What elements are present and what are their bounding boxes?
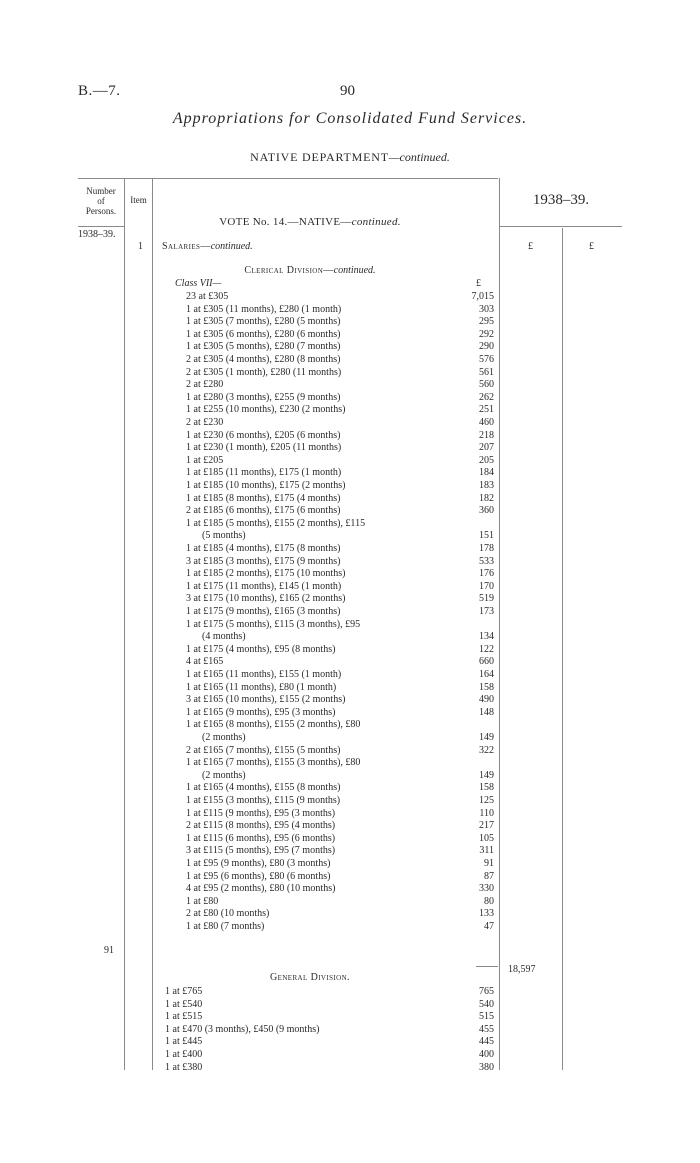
row-description: 4 at £95 (2 months), £80 (10 months) bbox=[186, 883, 336, 895]
row-description: 1 at £115 (9 months), £95 (3 months) bbox=[186, 807, 336, 819]
table-top-rule bbox=[78, 178, 498, 179]
row-description: 1 at £185 (5 months), £155 (2 months), £115 bbox=[186, 517, 366, 529]
item-column-rule bbox=[152, 178, 153, 1070]
row-amount: 164 bbox=[479, 669, 494, 680]
row-amount: 183 bbox=[479, 480, 494, 491]
row-description: 1 at £185 (10 months), £175 (2 months) bbox=[186, 480, 346, 491]
salaries-suffix: continued. bbox=[210, 241, 253, 252]
row-amount: 490 bbox=[479, 694, 494, 706]
row-amount: 322 bbox=[479, 744, 494, 756]
row-amount: 380 bbox=[479, 1061, 494, 1073]
row-amount: 7,015 bbox=[471, 291, 494, 302]
row-description: 1 at £305 (6 months), £280 (6 months) bbox=[186, 328, 341, 340]
row-amount: 217 bbox=[479, 820, 494, 832]
row-description: 1 at £185 (4 months), £175 (8 months) bbox=[186, 543, 341, 554]
department-suffix: —continued. bbox=[388, 150, 450, 164]
row-description: 1 at £95 (9 months), £80 (3 months) bbox=[186, 858, 331, 869]
row-amount: 47 bbox=[484, 921, 494, 932]
row-description: 1 at £230 (1 month), £205 (11 months) bbox=[186, 442, 342, 454]
row-amount: 400 bbox=[479, 1049, 494, 1060]
row-amount: 765 bbox=[479, 986, 494, 997]
row-description: 1 at £185 (11 months), £175 (1 month) bbox=[186, 467, 342, 479]
row-amount: 151 bbox=[479, 530, 494, 542]
row-description: 1 at £175 (11 months), £145 (1 month) bbox=[186, 580, 342, 592]
row-amount: 330 bbox=[479, 883, 494, 895]
clerical-division-suffix: continued. bbox=[333, 265, 376, 276]
row-description: 2 at £80 (10 months) bbox=[186, 908, 270, 920]
class-label: Class VII— bbox=[175, 278, 222, 289]
row-amount: 560 bbox=[479, 379, 494, 391]
row-description: 2 at £165 (7 months), £155 (5 months) bbox=[186, 744, 341, 756]
row-amount: 460 bbox=[479, 417, 494, 428]
row-description: 1 at £205 bbox=[186, 454, 224, 466]
department-heading bbox=[0, 150, 700, 165]
row-amount: 455 bbox=[479, 1023, 494, 1035]
row-amount: 149 bbox=[479, 769, 494, 781]
row-description: 3 at £165 (10 months), £155 (2 months) bbox=[186, 694, 346, 706]
row-amount: 295 bbox=[479, 316, 494, 328]
row-amount: 122 bbox=[479, 643, 494, 655]
persons-column-rule bbox=[124, 178, 125, 1070]
row-description: 1 at £155 (3 months), £115 (9 months) bbox=[186, 795, 341, 806]
row-amount: 158 bbox=[479, 681, 494, 693]
row-description: 3 at £185 (3 months), £175 (9 months) bbox=[186, 555, 341, 567]
division-subtotal: 18,597 bbox=[508, 964, 536, 975]
row-description: (4 months) bbox=[202, 631, 246, 643]
year-column-header: 1938–39. bbox=[532, 192, 590, 208]
row-description: 1 at £175 (5 months), £115 (3 months), £95 bbox=[186, 618, 361, 630]
row-amount: 173 bbox=[479, 606, 494, 617]
salaries-label: Salaries— bbox=[162, 241, 211, 252]
row-amount: 105 bbox=[479, 832, 494, 844]
row-amount: 561 bbox=[479, 366, 494, 378]
row-amount: 184 bbox=[479, 467, 494, 479]
row-description: 1 at £540 bbox=[165, 998, 203, 1010]
persons-head-rule bbox=[78, 226, 124, 227]
row-amount: 445 bbox=[479, 1036, 494, 1048]
row-description: 1 at £165 (8 months), £155 (2 months), £80 bbox=[186, 719, 361, 731]
amount-column-rule bbox=[499, 178, 500, 1070]
row-description: 23 at £305 bbox=[186, 291, 229, 302]
persons-header-line: of bbox=[97, 196, 105, 206]
persons-total: 91 bbox=[104, 945, 114, 956]
year-head-rule bbox=[500, 226, 622, 227]
row-description: 1 at £80 (7 months) bbox=[186, 921, 265, 932]
pound-sign: £ bbox=[589, 241, 594, 252]
row-amount: 91 bbox=[484, 858, 494, 869]
row-amount: 110 bbox=[479, 807, 494, 819]
row-description: 1 at £185 (2 months), £175 (10 months) bbox=[186, 568, 346, 580]
row-description: 1 at £230 (6 months), £205 (6 months) bbox=[186, 429, 341, 441]
row-description: 1 at £380 bbox=[165, 1061, 203, 1073]
item-number: 1 bbox=[138, 241, 143, 252]
row-description: 1 at £175 (4 months), £95 (8 months) bbox=[186, 643, 336, 655]
row-description: 1 at £165 (11 months), £80 (1 month) bbox=[186, 681, 337, 693]
row-amount: 533 bbox=[479, 555, 494, 567]
row-amount: 290 bbox=[479, 341, 494, 353]
row-amount: 251 bbox=[479, 404, 494, 416]
row-description: (2 months) bbox=[202, 732, 246, 743]
row-description: 1 at £765 bbox=[165, 986, 203, 997]
row-description: 2 at £115 (8 months), £95 (4 months) bbox=[186, 820, 336, 832]
row-description: (2 months) bbox=[202, 769, 246, 781]
persons-column-header bbox=[78, 186, 124, 216]
vote-title-main: VOTE No. 14.—NATIVE— bbox=[219, 216, 352, 228]
vote-title bbox=[150, 216, 470, 228]
row-description: 1 at £305 (7 months), £280 (5 months) bbox=[186, 316, 341, 328]
vote-title-suffix: continued. bbox=[351, 216, 401, 228]
row-amount: 158 bbox=[479, 782, 494, 794]
row-description: 4 at £165 bbox=[186, 656, 224, 668]
row-amount: 178 bbox=[479, 543, 494, 554]
row-description: 1 at £185 (8 months), £175 (4 months) bbox=[186, 492, 341, 504]
row-description: 1 at £470 (3 months), £450 (9 months) bbox=[165, 1023, 320, 1035]
row-description: 1 at £165 (7 months), £155 (3 months), £80 bbox=[186, 757, 361, 769]
row-amount: 540 bbox=[479, 998, 494, 1010]
page-number: 90 bbox=[340, 83, 355, 99]
row-amount: 519 bbox=[479, 593, 494, 605]
row-description: 1 at £175 (9 months), £165 (3 months) bbox=[186, 606, 341, 617]
row-amount: 134 bbox=[479, 631, 494, 643]
row-amount: 80 bbox=[484, 895, 494, 907]
row-description: 1 at £115 (6 months), £95 (6 months) bbox=[186, 832, 336, 844]
row-amount: 148 bbox=[479, 706, 494, 718]
row-amount: 125 bbox=[479, 795, 494, 806]
row-description: 1 at £255 (10 months), £230 (2 months) bbox=[186, 404, 346, 416]
row-description: 2 at £280 bbox=[186, 379, 224, 391]
subtotal-rule bbox=[476, 966, 498, 967]
row-description: 1 at £515 bbox=[165, 1011, 203, 1023]
salaries-heading bbox=[162, 241, 253, 252]
item-column-header: Item bbox=[130, 195, 147, 205]
row-amount: 182 bbox=[479, 492, 494, 504]
row-description: 1 at £95 (6 months), £80 (6 months) bbox=[186, 870, 331, 882]
row-amount: 149 bbox=[479, 732, 494, 743]
row-amount: 660 bbox=[479, 656, 494, 668]
page-title: Appropriations for Consolidated Fund Services. bbox=[172, 110, 528, 127]
row-amount: 133 bbox=[479, 908, 494, 920]
row-amount: 207 bbox=[479, 442, 494, 454]
row-amount: 218 bbox=[479, 429, 494, 441]
row-amount: 515 bbox=[479, 1011, 494, 1023]
report-reference: B.—7. bbox=[78, 83, 121, 99]
pound-sign: £ bbox=[528, 241, 533, 252]
row-description: 1 at £305 (11 months), £280 (1 month) bbox=[186, 303, 342, 315]
row-description: 3 at £115 (5 months), £95 (7 months) bbox=[186, 845, 336, 857]
row-amount: 311 bbox=[479, 845, 494, 857]
row-description: 1 at £400 bbox=[165, 1049, 203, 1060]
clerical-division-heading bbox=[150, 265, 470, 276]
row-amount: 170 bbox=[479, 580, 494, 592]
row-description: 2 at £305 (4 months), £280 (8 months) bbox=[186, 354, 341, 365]
row-amount: 205 bbox=[479, 454, 494, 466]
row-description: 1 at £165 (4 months), £155 (8 months) bbox=[186, 782, 341, 794]
row-description: 1 at £305 (5 months), £280 (7 months) bbox=[186, 341, 341, 353]
row-description: 2 at £305 (1 month), £280 (11 months) bbox=[186, 366, 342, 378]
row-description: 1 at £445 bbox=[165, 1036, 203, 1048]
row-description: 3 at £175 (10 months), £165 (2 months) bbox=[186, 593, 346, 605]
row-description: 1 at £165 (9 months), £95 (3 months) bbox=[186, 706, 336, 718]
row-amount: 303 bbox=[479, 303, 494, 315]
row-description: 1 at £280 (3 months), £255 (9 months) bbox=[186, 391, 341, 403]
total-column-rule bbox=[562, 228, 563, 1070]
row-description: (5 months) bbox=[202, 530, 246, 542]
department-name: NATIVE DEPARTMENT bbox=[250, 150, 389, 164]
row-amount: 360 bbox=[479, 505, 494, 517]
row-description: 1 at £80 bbox=[186, 895, 219, 907]
row-amount: 176 bbox=[479, 568, 494, 580]
persons-header-line: Number bbox=[86, 186, 116, 196]
row-amount: 87 bbox=[484, 870, 494, 882]
persons-year: 1938–39. bbox=[78, 229, 116, 240]
row-description: 1 at £165 (11 months), £155 (1 month) bbox=[186, 669, 342, 680]
row-description: 2 at £230 bbox=[186, 417, 224, 428]
row-amount: 262 bbox=[479, 391, 494, 403]
row-amount: 576 bbox=[479, 354, 494, 365]
general-division-heading: General Division. bbox=[270, 972, 350, 983]
persons-header-line: Persons. bbox=[85, 206, 117, 216]
clerical-division-label: Clerical Division— bbox=[244, 265, 334, 276]
row-amount: 292 bbox=[479, 328, 494, 340]
row-description: 2 at £185 (6 months), £175 (6 months) bbox=[186, 505, 341, 517]
pound-sign: £ bbox=[476, 278, 481, 289]
